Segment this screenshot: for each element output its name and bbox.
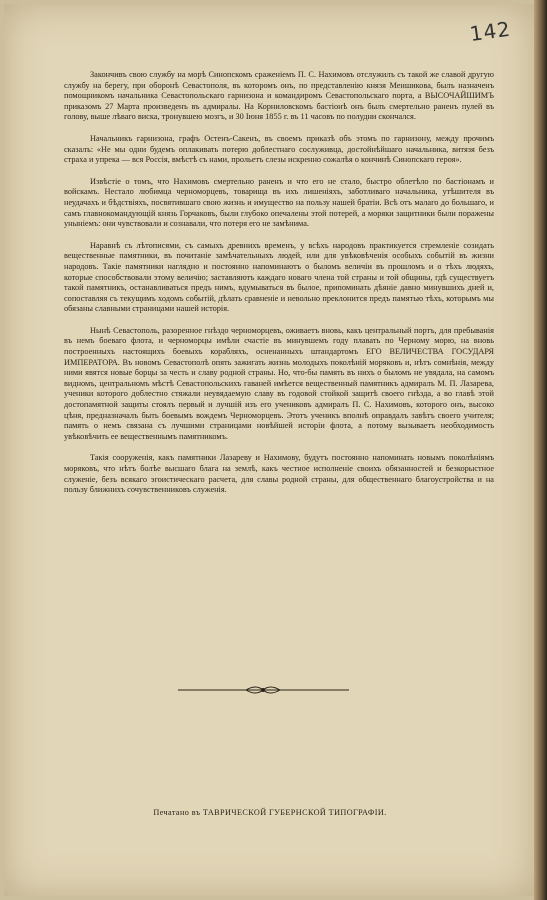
- body-text: [64, 70, 494, 509]
- paragraph: Такія сооруженія, какъ памятники Лазареву и Нахимову, будутъ постоянно напоминать новымъ поколѣніямъ моряковъ, что нѣтъ болѣе высшаго блага на землѣ, какъ честное исполненіе своихъ обязанностей и безкорыстное служеніе, безъ всякаго эгоистическаго расчета, для славы родной страны, для общественнаго благоустройства и на пользу ближнихъ сочувственниковъ служенія.: [64, 453, 494, 495]
- decorative-divider: [176, 684, 351, 696]
- paragraph: Наравнѣ съ лѣтописями, съ самыхъ древнихъ временъ, у всѣхъ народовъ практикуется стремленіе созидать вещественные памятники, въ почитаніе замѣчательныхъ людей, или для увѣковѣченія особыхъ событій въ жизни народовъ. Такіе памятники наглядно и постоянно напоминаютъ о быломъ величіи въ прошломъ и о тѣхъ людяхъ, которые способствовали этому величію; заставляютъ каждаго новаго члена той страны и той общины, гдѣ существуетъ такой памятникъ, останавливаться предъ нимъ, вдумываться въ былое, припоминать дѣяніе давно минувшихъ дней и, сопоставляя съ текущимъ ходомъ событій, дѣлать сравненіе и невольно преклонится предъ памятью тѣхъ, которымъ мы обязаны славными страницами нашей исторія.: [64, 240, 494, 314]
- paragraph: Извѣстіе о томъ, что Нахимовъ смертельно раненъ и что его не стало, быстро облетѣло по бастіонамъ и войскамъ. Нестало любимца черноморцевъ, товарища въ ихъ лишеніяхъ, заботливаго начальника, утѣшителя въ неудачахъ и бѣдствіяхъ, посвятившаго свою жизнь и имущество на пользу нашей братіи. Всѣ отъ малаго до большаго, и самъ главнокомандующій князь Горчаковъ, были глубоко опечалены этой потерей, а моряки защитники были поражены уныніемъ: они чувствовали и сознавали, что потеря его не замѣнима.: [64, 176, 494, 229]
- paragraph: Закончивъ свою службу на морѣ Синопскомъ сраженіемъ П. С. Нахимовъ отслужилъ съ такой же славой другую службу на берегу, при оборонѣ Севастополя, въ которомъ онъ, по представленію князя Меншикова, былъ назначенъ помощникомъ начальника Севастопольскаго гарнизона и командиромъ Севастопольскаго порта, а ВЫСОЧАЙШИМЪ приказомъ 27 Марта произведенъ въ адмиралы. На Корниловскомъ бастіонѣ онъ былъ смертельно раненъ пулей въ голову, выше лѣваго виска, тронувшею мозгъ, и 30 Іюня 1855 г. въ 11 часовъ по полудни скончался.: [64, 70, 494, 122]
- paragraph: Начальникъ гарнизона, графъ Остенъ-Сакенъ, въ своемъ приказѣ объ этомъ по гарнизону, между прочимъ сказалъ: «Не мы одни будемъ оплакивать потерю доблестнаго сослуживца, достойнѣйшаго начальника, витязя безъ страха и упрека — вся Россія, вмѣстѣ съ нами, прольетъ слезы искренно сожалѣя о кончинѣ Синопскаго героя».: [64, 133, 494, 165]
- handwritten-folio-number: 142: [468, 16, 513, 47]
- book-spine-edge: [534, 0, 547, 900]
- printer-imprint: Печатано въ ТАВРИЧЕСКОЙ ГУБЕРНСКОЙ ТИПОГРАФІИ.: [153, 808, 387, 817]
- paragraph: Нынѣ Севастополь, разоренное гнѣздо черноморцевъ, оживаетъ вновь, какъ центральный портъ, для пребыванія въ немъ боеваго флота, и черноморцы имѣли счастіе въ минувшемъ году плавать по Черному морю, на вновь построенныхъ настоящихъ боевыхъ корабляхъ, осненанныхъ штандартомъ ЕГО ВЕЛИЧЕСТВА ГОСУДАРЯ ИМПЕРАТОРА. Въ новомъ Севастополѣ опять зажигать жизнь молодыхъ поколѣній моряковъ и, нѣтъ сомнѣнія, между ними явятся новые борцы за честь и славу родной страны. Но, что-бы память въ нихъ о быломъ не увядала, на самомъ видномъ, центральномъ мѣстѣ Севастопольскихъ гаваней имѣется вещественный памятникъ адмиралъ М. П. Лазарева, ученики которого доблестно стяжали неувядаемую славу въ годовой стойкой защитѣ своего гнѣзда, а во главѣ этой достопамятной защиты стоялъ первый и лучшій изъ его учениковъ адмиралъ П. С. Нахимовъ, которого онъ, высоко цѣня, предназначалъ быть боевымъ вождемъ Черноморцевъ. Этотъ ученикъ вполнѣ оправдалъ завѣтъ своего учителя; память о немъ связана съ лучшими страницами новѣйшей исторіи флота, а потому вызываетъ необходимость увѣковѣчить ее вещественнымъ памятникомъ.: [64, 325, 494, 441]
